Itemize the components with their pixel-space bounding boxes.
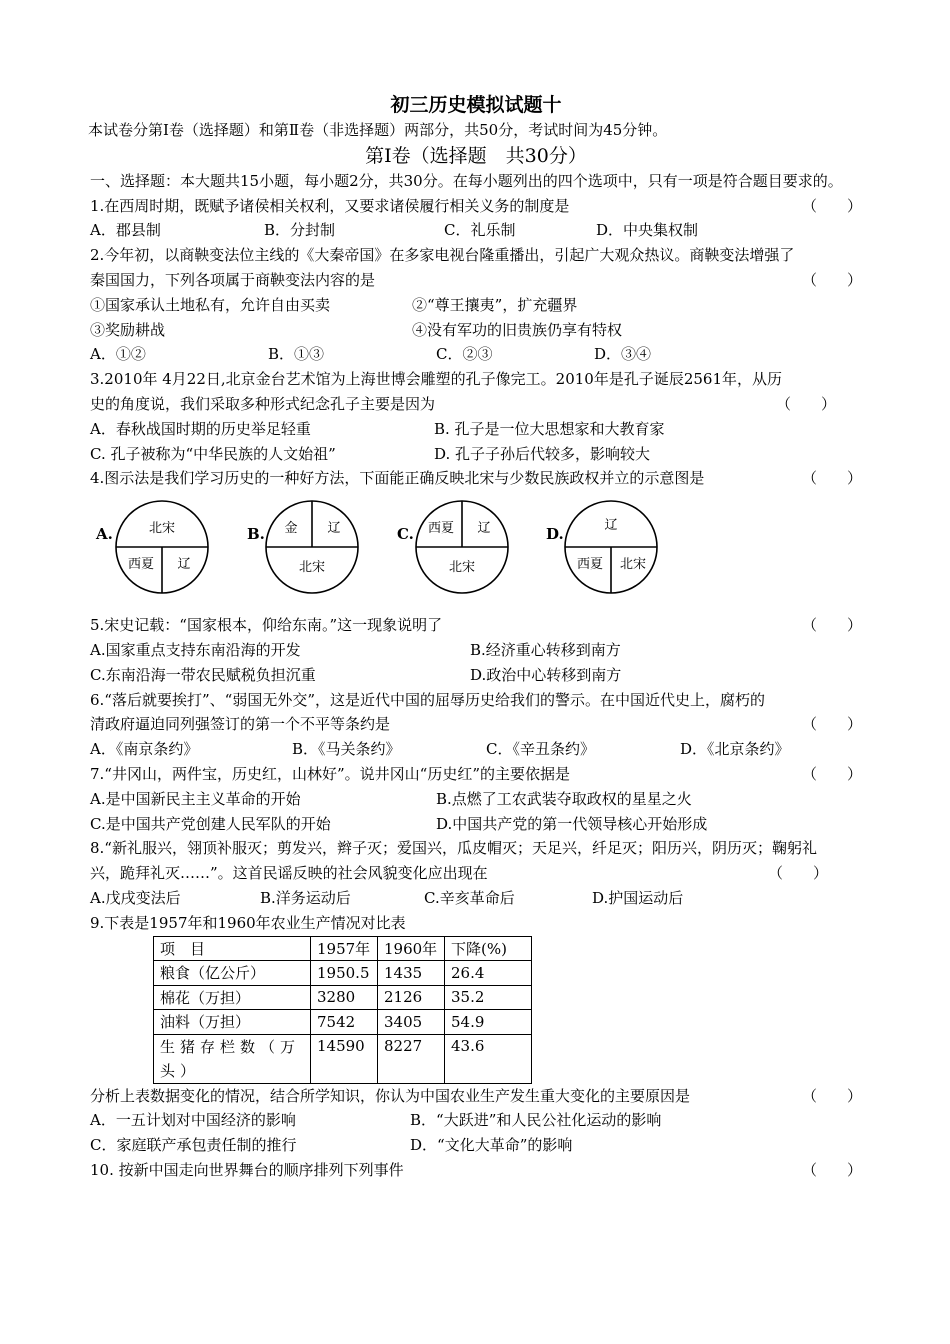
table-cell: 8227: [378, 1034, 445, 1083]
diagram-d-right: 北宋: [619, 557, 647, 573]
table-cell: 2126: [378, 985, 445, 1010]
section-heading: 第Ⅰ卷（选择题 共30分）: [365, 144, 587, 167]
answer-bracket: （ ）: [767, 864, 828, 883]
option-a: A．①②: [90, 345, 146, 364]
option-c: C. 孔子被称为“中华民族的人文始祖”: [90, 444, 336, 463]
question-8-stem: 8.“新礼服兴，翎顶补服灭；剪发兴，辫子灭；爱国兴，瓜皮帽灭；天足兴，纤足灭；阳历兴，阴历灭；鞠躬礼: [90, 839, 817, 858]
question-6-stem: 6.“落后就要挨打”、“弱国无外交”，这是近代中国的屈辱历史给我们的警示。在中国近代史上，腐朽的: [90, 690, 765, 709]
option-a: A.国家重点支持东南沿海的开发: [90, 640, 301, 659]
option-d: D.政治中心转移到南方: [470, 665, 622, 684]
diagram-c-left: 西夏: [427, 521, 455, 537]
option-b: B.经济重心转移到南方: [470, 640, 621, 659]
question-2-items: [90, 293, 862, 318]
exam-page: [90, 92, 862, 1183]
question-9-stem-cont: 分析上表数据变化的情况，结合所学知识，你认为中国农业生产发生重大变化的主要原因是 （ ）: [90, 1084, 862, 1109]
diagram-c-bottom: 北宋: [448, 560, 476, 576]
table-header-row: [154, 936, 532, 961]
option-b: B．①③: [268, 345, 325, 364]
pie-diagram-c: [414, 499, 510, 595]
diagram-a-right: 辽: [177, 557, 191, 573]
table-cell: 棉花（万担）: [154, 985, 311, 1010]
table-cell: 粮食（亿公斤）: [154, 961, 311, 986]
table-header: 下降(%): [445, 936, 532, 961]
option-a: A．《南京条约》: [90, 740, 199, 759]
table-cell: 26.4: [445, 961, 532, 986]
table-row: [154, 1010, 532, 1035]
diagram-a-left: 西夏: [127, 557, 155, 573]
diagram-a-top: 北宋: [148, 521, 176, 537]
question-8-options: [90, 886, 862, 911]
option-d: D. 孔子子孙后代较多，影响较大: [434, 444, 651, 463]
option-d: D．“文化大革命”的影响: [410, 1136, 573, 1155]
answer-bracket: （ ）: [801, 196, 862, 215]
question-5-options: [90, 638, 862, 663]
question-9-stem: 9.下表是1957年和1960年农业生产情况对比表: [90, 913, 406, 932]
option-b: B. 孔子是一位大思想家和大教育家: [434, 419, 665, 438]
answer-bracket: （ ）: [801, 469, 862, 488]
diagram-b-left: 金: [284, 521, 298, 537]
table-cell: 7542: [311, 1010, 378, 1035]
answer-bracket: （ ）: [801, 715, 862, 734]
data-table: [153, 936, 532, 1084]
question-9-options: [90, 1108, 862, 1133]
diagram-d-top: 辽: [604, 518, 618, 534]
question-3-options: [90, 417, 862, 442]
option-d: D．③④: [594, 345, 652, 364]
option-b: B.洋务运动后: [260, 888, 351, 907]
diagram-a-label: A.: [96, 525, 113, 544]
question-3-stem-cont: 史的角度说，我们采取多种形式纪念孔子主要是因为 （ ）: [90, 392, 862, 417]
table-cell: 54.9: [445, 1010, 532, 1035]
table-row: [154, 985, 532, 1010]
exam-intro: 本试卷分第Ⅰ卷（选择题）和第Ⅱ卷（非选择题）两部分，共50分，考试时间为45分钟。: [88, 121, 668, 139]
question-2-items: [90, 318, 862, 343]
option-c: C.是中国共产党创建人民军队的开始: [90, 814, 331, 833]
diagram-c-right: 辽: [477, 521, 491, 537]
answer-bracket: （ ）: [801, 1160, 862, 1179]
item-2: ②“尊王攘夷”，扩充疆界: [412, 295, 578, 314]
diagram-d-left: 西夏: [576, 557, 604, 573]
option-c: C．礼乐制: [444, 221, 516, 240]
option-b: B．分封制: [264, 221, 336, 240]
answer-bracket: （ ）: [801, 1086, 862, 1105]
answer-bracket: （ ）: [801, 764, 862, 783]
diagram-c-label: C.: [397, 525, 414, 544]
question-10-stem: 10. 按新中国走向世界舞台的顺序排列下列事件 （ ）: [90, 1158, 862, 1183]
answer-bracket: （ ）: [775, 394, 836, 413]
table-header: 1957年: [311, 936, 378, 961]
item-4: ④没有军功的旧贵族仍享有特权: [412, 320, 623, 339]
instruction: 一、选择题：本大题共15小题，每小题2分，共30分。在每小题列出的四个选项中，只有一项是符合题目要求的。: [90, 171, 843, 190]
question-3-options: [90, 442, 862, 467]
answer-bracket: （ ）: [801, 270, 862, 289]
question-8-stem-cont: 兴，跪拜礼灭……”。这首民谣反映的社会风貌变化应出现在 （ ）: [90, 861, 862, 886]
question-7-stem: 7.“井冈山，两件宝，历史红，山林好”。说井冈山“历史红”的主要依据是 （ ）: [90, 762, 862, 787]
diagram-d-label: D.: [546, 525, 564, 544]
option-a: A.戊戌变法后: [90, 888, 181, 907]
option-c: C．②③: [436, 345, 493, 364]
option-c: C.辛亥革命后: [424, 888, 515, 907]
table-cell: 43.6: [445, 1034, 532, 1083]
table-header: 1960年: [378, 936, 445, 961]
question-4-diagrams: [90, 491, 862, 613]
question-9-options: [90, 1133, 862, 1158]
item-3: ③奖励耕战: [90, 320, 166, 339]
option-a: A．郡县制: [90, 221, 161, 240]
option-c: C．家庭联产承包责任制的推行: [90, 1136, 297, 1155]
pie-diagram-a: [114, 499, 210, 595]
table-cell: 35.2: [445, 985, 532, 1010]
question-6-stem-cont: 清政府逼迫同列强签订的第一个不平等条约是 （ ）: [90, 712, 862, 737]
table-cell: 1435: [378, 961, 445, 986]
question-2-stem: 2.今年初，以商鞅变法位主线的《大秦帝国》在多家电视台隆重播出，引起广大观众热议。商鞅变法增强了: [90, 246, 795, 265]
option-c: C．《辛丑条约》: [486, 740, 595, 759]
option-a: A．春秋战国时期的历史举足轻重: [90, 419, 311, 438]
option-a: A．一五计划对中国经济的影响: [90, 1111, 296, 1130]
option-c: C.东南沿海一带农民赋税负担沉重: [90, 665, 316, 684]
question-3-stem: 3.2010年 4月22日,北京金台艺术馆为上海世博会雕塑的孔子像完工。2010年是孔子诞辰2561年，从历: [90, 370, 783, 389]
question-1-stem: 1.在西周时期，既赋予诸侯相关权利，又要求诸侯履行相关义务的制度是 （ ）: [90, 194, 862, 219]
question-7-options: [90, 787, 862, 812]
table-cell: 1950.5: [311, 961, 378, 986]
item-1: ①国家承认土地私有，允许自由买卖: [90, 295, 331, 314]
question-7-options: [90, 812, 862, 837]
question-2-stem-cont: 秦国国力，下列各项属于商鞅变法内容的是 （ ）: [90, 268, 862, 293]
table-cell: 3280: [311, 985, 378, 1010]
diagram-b-label: B.: [247, 525, 265, 544]
table-row: [154, 1034, 532, 1083]
option-d: D.中国共产党的第一代领导核心开始形成: [436, 814, 708, 833]
table-header: 项 目: [154, 936, 311, 961]
question-5-stem: 5.宋史记载：“国家根本，仰给东南。”这一现象说明了 （ ）: [90, 613, 862, 638]
option-b: B．“大跃进”和人民公社化运动的影响: [410, 1111, 662, 1130]
diagram-b-right: 辽: [327, 521, 341, 537]
pie-diagram-d: [563, 499, 659, 595]
exam-title: 初三历史模拟试题十: [390, 94, 562, 116]
table-cell: 3405: [378, 1010, 445, 1035]
pie-diagram-b: [264, 499, 360, 595]
table-cell: 生猪存栏数（万头）: [154, 1034, 311, 1083]
question-2-options: [90, 342, 862, 367]
option-a: A.是中国新民主主义革命的开始: [90, 789, 301, 808]
question-4-stem: 4.图示法是我们学习历史的一种好方法，下面能正确反映北宋与少数民族政权并立的示意图是 （ ）: [90, 466, 862, 491]
option-b: B．《马关条约》: [292, 740, 401, 759]
diagram-b-bottom: 北宋: [298, 560, 326, 576]
option-d: D．《北京条约》: [680, 740, 790, 759]
table-row: [154, 961, 532, 986]
option-d: D．中央集权制: [596, 221, 699, 240]
option-d: D.护国运动后: [592, 888, 684, 907]
question-6-options: [90, 737, 862, 762]
option-b: B.点燃了工农武装夺取政权的星星之火: [436, 789, 692, 808]
table-cell: 油料（万担）: [154, 1010, 311, 1035]
answer-bracket: （ ）: [801, 616, 862, 635]
question-5-options: [90, 663, 862, 688]
question-1-options: [90, 218, 862, 243]
table-cell: 14590: [311, 1034, 378, 1083]
